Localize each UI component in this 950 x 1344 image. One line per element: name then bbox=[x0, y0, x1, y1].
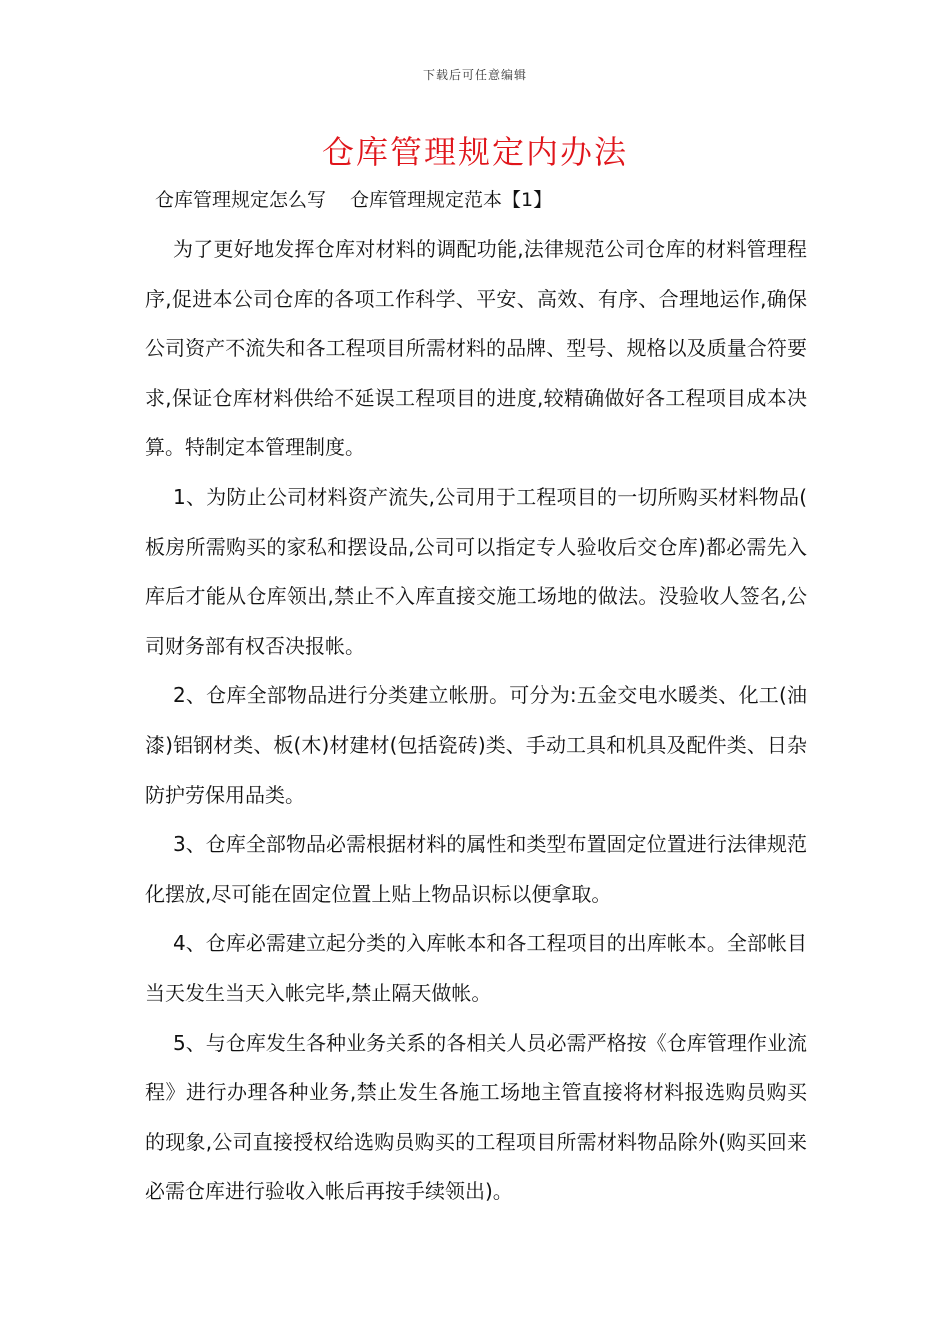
paragraph-item-5: 5、与仓库发生各种业务关系的各相关人员必需严格按《仓库管理作业流程》进行办理各种业务,禁止发生各施工场地主管直接将材料报选购员购买的现象,公司直接授权给选购员购买的工程项目所需材料物品除外(购买回来必需仓库进行验收入帐后再按手续领出)。 bbox=[145, 1030, 807, 1204]
paragraph-item-2: 2、仓库全部物品进行分类建立帐册。可分为:五金交电水暖类、化工(油漆)铝钢材类、板(木)材建材(包括瓷砖)类、手动工具和机具及配件类、日杂防护劳保用品类。 bbox=[145, 683, 807, 807]
document-body bbox=[145, 225, 807, 1217]
header-note: 下载后可任意编辑 bbox=[422, 68, 527, 82]
paragraph-item-1: 1、为防止公司材料资产流失,公司用于工程项目的一切所购买材料物品(板房所需购买的家私和摆设品,公司可以指定专人验收后交仓库)都必需先入库后才能从仓库领出,禁止不入库直接交施工场地的做法。没验收人签名,公司财务部有权否决报帐。 bbox=[145, 484, 807, 658]
paragraph-intro: 为了更好地发挥仓库对材料的调配功能,法律规范公司仓库的材料管理程序,促进本公司仓库的各项工作科学、平安、高效、有序、合理地运作,确保公司资产不流失和各工程项目所需材料的品牌、型号、规格以及质量合符要求,保证仓库材料供给不延误工程项目的进度,较精确做好各工程项目成本决算。特制定本管理制度。 bbox=[145, 237, 807, 460]
paragraph-item-4: 4、仓库必需建立起分类的入库帐本和各工程项目的出库帐本。全部帐目当天发生当天入帐完毕,禁止隔天做帐。 bbox=[145, 931, 807, 1005]
subtitle-right: 仓库管理规定范本【1】 bbox=[350, 189, 553, 211]
document-title: 仓库管理规定内办法 bbox=[321, 133, 628, 171]
document-subtitle bbox=[155, 185, 552, 215]
subtitle-left: 仓库管理规定怎么写 bbox=[155, 189, 327, 211]
paragraph-item-3: 3、仓库全部物品必需根据材料的属性和类型布置固定位置进行法律规范化摆放,尽可能在固定位置上贴上物品识标以便拿取。 bbox=[145, 832, 807, 906]
